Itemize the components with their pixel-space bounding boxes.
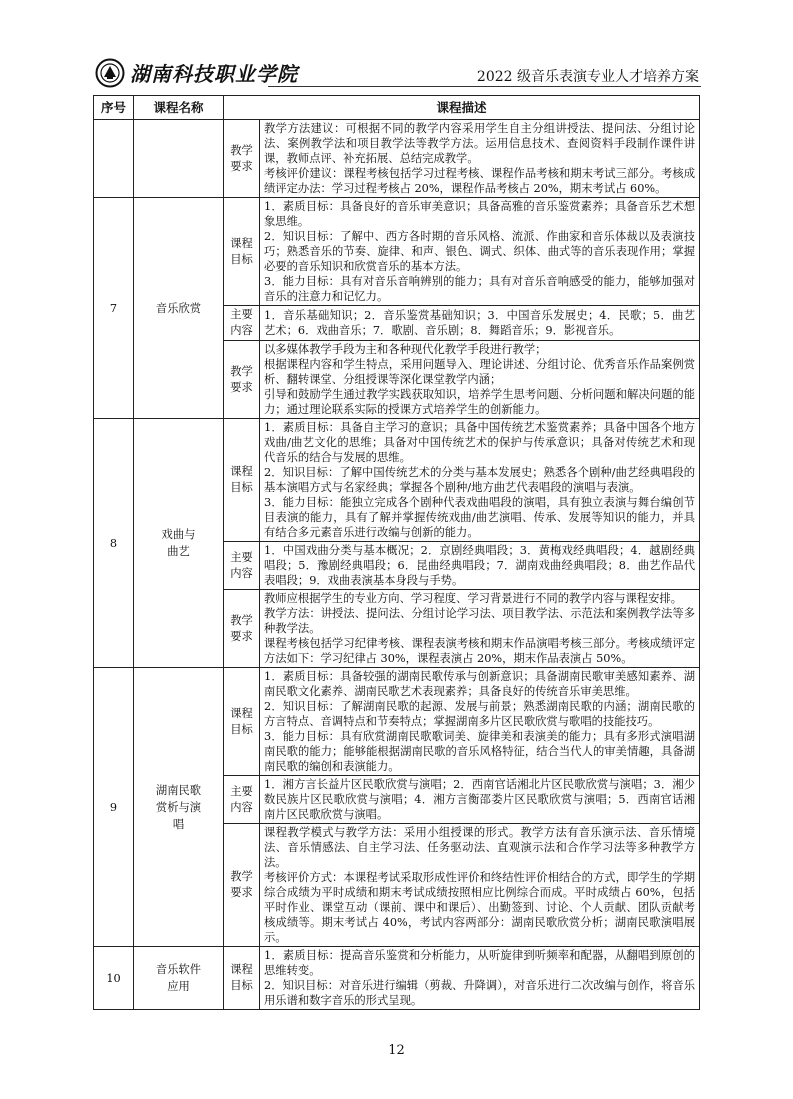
row-no: 9 [94, 668, 134, 947]
header-course-desc: 课程描述 [224, 96, 700, 120]
school-emblem-icon [95, 58, 125, 88]
section-text: 1．湘方言长益片区民歌欣赏与演唱；2．西南官话湘北片区民歌欣赏与演唱；3．湘少数民族片区民歌欣赏与演唱；4．湘方言衡邵娄片区民歌欣赏与演唱；5．西南官话湘南片区民歌欣赏与演唱。 [260, 776, 700, 824]
table-row [94, 198, 700, 306]
header-no: 序号 [94, 96, 134, 120]
section-label: 教学 要求 [224, 120, 260, 198]
section-text: 1．素质目标：具备较强的湖南民歌传承与创新意识；具备湖南民歌审美感知素养、湖南民歌文化素养、湖南民歌艺术表现素养；具备良好的传统音乐审美思维。 2．知识目标：了解湖南民歌的起源、发展与前景；熟悉湖南民歌的内涵；湖南民歌的方言特点、音调特点和节奏特点；掌握湖南多片区民歌欣赏与歌唱的技能技巧。 3．能力目标：具有欣赏湖南民歌歌词美、旋律美和表演美的能力；具有多形式演唱湖南民歌的能力；能够能根据湖南民歌的音乐风格特征，结合当代人的审美情趣，具备湖南民歌的编创和表演能力。 [260, 668, 700, 776]
course-name: 湖南民歌 赏析与演 唱 [134, 668, 224, 947]
course-name: 音乐软件 应用 [134, 947, 224, 1010]
section-text: 1．素质目标：具备良好的音乐审美意识；具备高雅的音乐鉴赏素养；具备音乐艺术想象思维。 2．知识目标：了解中、西方各时期的音乐风格、流派、作曲家和音乐体裁以及表演技巧；熟悉音乐的节奏、旋律、和声、银色、调式、织体、曲式等的音乐表现作用；掌握必要的音乐知识和欣赏音乐的基本方法。 3．能力目标：具有对音乐音响辨别的能力；具有对音乐音响感受的能力，能够加强对音乐的注意力和记忆力。 [260, 198, 700, 306]
table-row-continued [94, 120, 700, 198]
section-text: 以多媒体教学手段为主和各种现代化教学手段进行教学； 根据课程内容和学生特点，采用问题导入、理论讲述、分组讨论、优秀音乐作品案例赏析、翻转课堂、分组授课等深化课堂教学内涵； 引导和鼓励学生通过教学实践获取知识，培养学生思考问题、分析问题和解决问题的能力；通过理论联系实际的授课方式培养学生的创新能力。 [260, 341, 700, 419]
header-course-name: 课程名称 [134, 96, 224, 120]
section-label: 课程 目标 [224, 419, 260, 542]
header-rule [268, 86, 701, 87]
row-no: 8 [94, 419, 134, 668]
section-label: 主要 内容 [224, 776, 260, 824]
section-text: 1．素质目标：具备自主学习的意识；具备中国传统艺术鉴赏素养；具备中国各个地方戏曲/曲艺文化的思维；具备对中国传统艺术的保护与传承意识；具备对传统艺术和现代音乐的结合与发展的思维。 2．知识目标：了解中国传统艺术的分类与基本发展史；熟悉各个剧种/曲艺经典唱段的基本演唱方式与名家经典；掌握各个剧种/地方曲艺代表唱段的演唱与表演。 3．能力目标：能独立完成各个剧种代表戏曲唱段的演唱，具有独立表演与舞台编创节目表演的能力，具有了解并掌握传统戏曲/曲艺演唱、传承、发展等知识的能力，并具有结合多元素音乐进行改编与创新的能力。 [260, 419, 700, 542]
table-header-row [94, 96, 700, 120]
row-no: 10 [94, 947, 134, 1010]
section-label: 教学 要求 [224, 590, 260, 668]
course-name: 音乐欣赏 [134, 198, 224, 419]
section-text: 1．音乐基础知识；2．音乐鉴赏基础知识；3．中国音乐发展史；4．民歌；5．曲艺艺术；6．戏曲音乐；7．歌剧、音乐剧；8．舞蹈音乐；9．影视音乐。 [260, 306, 700, 341]
section-label: 主要 内容 [224, 542, 260, 590]
section-text: 教学方法建议：可根据不同的教学内容采用学生自主分组讲授法、提问法、分组讨论法、案例教学法和项目教学法等教学方法。运用信息技术、查阅资料手段制作课件讲课，教师点评、补充拓展、总结完成教学。 考核评价建议：课程考核包括学习过程考核、课程作品考核和期末考试三部分。考核成绩评定办法：学习过程考核占 20%，课程作品考核占 20%，期末考试占 60%。 [260, 120, 700, 198]
section-text: 教师应根据学生的专业方向、学习程度、学习背景进行不同的教学内容与课程安排。 教学方法：讲授法、提问法、分组讨论学习法、项目教学法、示范法和案例教学法等多种教学法。 课程考核包括学习纪律考核、课程表演考核和期末作品演唱考核三部分。考核成绩评定方法如下：学习纪律占 30%，课程表演占 20%，期末作品表演占 50%。 [260, 590, 700, 668]
document-title: 2022 级音乐表演专业人才培养方案 [476, 69, 699, 85]
section-text: 课程教学模式与教学方法：采用小组授课的形式。教学方法有音乐演示法、音乐情境法、音乐情感法、自主学习法、任务驱动法、直观演示法和合作学习法等多种教学方法。 考核评价方式：本课程考试采取形成性评价和终结性评价相结合的方式，即学生的学期综合成绩为平时成绩和期末考试成绩按照相应比例综合而成。平时成绩占 60%，包括平时作业、课堂互动（课前、课中和课后）、出勤签到、讨论、个人贡献、团队贡献考核成绩等。期末考试占 40%，考试内容两部分：湖南民歌欣赏分析；湖南民歌演唱展示。 [260, 824, 700, 947]
school-name: 湖南科技职业学院 [130, 62, 298, 86]
section-label: 主要 内容 [224, 306, 260, 341]
section-label: 教学 要求 [224, 824, 260, 947]
row-name-empty [134, 120, 224, 198]
section-label: 教学 要求 [224, 341, 260, 419]
course-name: 戏曲与 曲艺 [134, 419, 224, 668]
table-row [94, 668, 700, 776]
table-row [94, 419, 700, 542]
section-text: 1．中国戏曲分类与基本概况；2．京剧经典唱段；3．黄梅戏经典唱段；4．越剧经典唱段；5．豫剧经典唱段；6．昆曲经典唱段；7．湖南戏曲经典唱段；8．曲艺作品代表唱段；9．戏曲表演基本身段与手势。 [260, 542, 700, 590]
section-label: 课程 目标 [224, 668, 260, 776]
section-text: 1．素质目标：提高音乐鉴赏和分析能力，从听旋律到听频率和配器，从翻唱到原创的思维转变。 2．知识目标：对音乐进行编辑（剪裁、升降调），对音乐进行二次改编与创作，将音乐用乐谱和数字音乐的形式呈现。 [260, 947, 700, 1010]
section-label: 课程 目标 [224, 198, 260, 306]
course-table [93, 95, 700, 1010]
table-row [94, 947, 700, 1010]
section-label: 课程 目标 [224, 947, 260, 1010]
row-no-empty [94, 120, 134, 198]
row-no: 7 [94, 198, 134, 419]
page-number: 12 [388, 1043, 405, 1058]
